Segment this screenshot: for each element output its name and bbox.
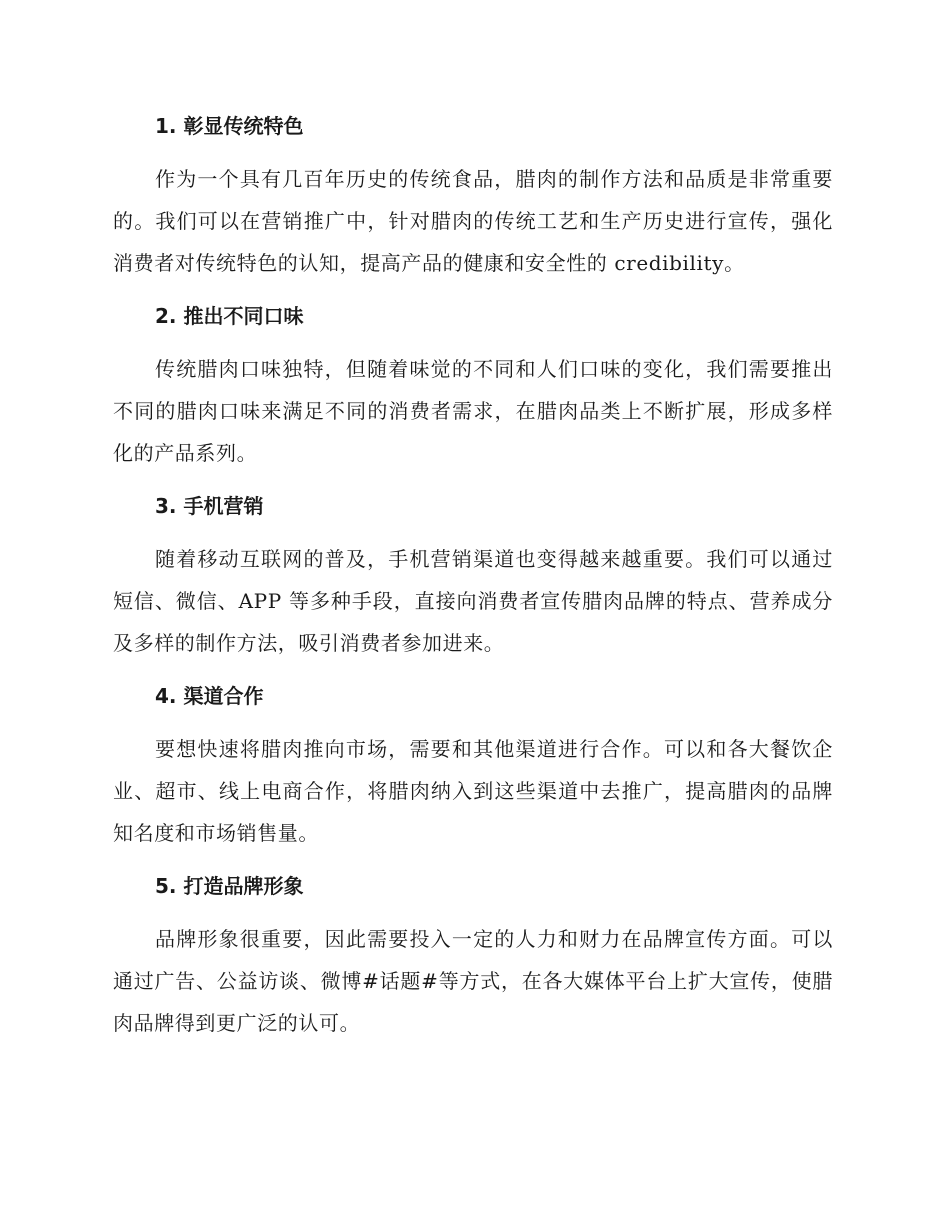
section-paragraph: 品牌形象很重要，因此需要投入一定的人力和财力在品牌宣传方面。可以通过广告、公益访谈、微博#话题#等方式，在各大媒体平台上扩大宣传，使腊肉品牌得到更广泛的认可。: [113, 927, 833, 1035]
section-traditional-features: [113, 108, 833, 284]
section-heading: 3. 手机营销: [155, 494, 264, 518]
section-heading: 5. 打造品牌形象: [155, 874, 304, 898]
section-paragraph: 要想快速将腊肉推向市场，需要和其他渠道进行合作。可以和各大餐饮企业、超市、线上电商合作，将腊肉纳入到这些渠道中去推广，提高腊肉的品牌知名度和市场销售量。: [113, 737, 833, 845]
section-paragraph: 传统腊肉口味独特，但随着味觉的不同和人们口味的变化，我们需要推出不同的腊肉口味来满足不同的消费者需求，在腊肉品类上不断扩展，形成多样化的产品系列。: [113, 357, 833, 465]
section-paragraph: 作为一个具有几百年历史的传统食品，腊肉的制作方法和品质是非常重要的。我们可以在营销推广中，针对腊肉的传统工艺和生产历史进行宣传，强化消费者对传统特色的认知，提高产品的健康和安全性的 credibility。: [113, 167, 833, 275]
section-mobile-marketing: [113, 488, 833, 664]
section-heading: 2. 推出不同口味: [155, 304, 304, 328]
section-heading: 4. 渠道合作: [155, 684, 264, 708]
section-paragraph: 随着移动互联网的普及，手机营销渠道也变得越来越重要。我们可以通过短信、微信、APP 等多种手段，直接向消费者宣传腊肉品牌的特点、营养成分及多样的制作方法，吸引消费者参加进来。: [113, 547, 833, 655]
document-body: [113, 108, 833, 1058]
section-heading: 1. 彰显传统特色: [155, 114, 304, 138]
section-channel-cooperation: [113, 678, 833, 854]
section-new-flavors: [113, 298, 833, 474]
section-brand-image: [113, 868, 833, 1044]
